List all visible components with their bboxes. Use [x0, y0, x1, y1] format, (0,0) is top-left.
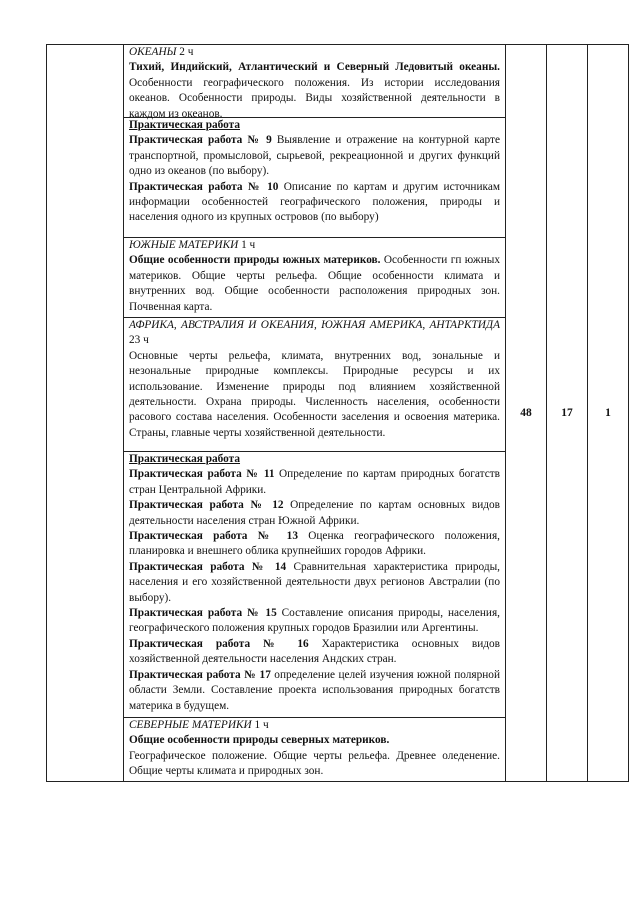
section-hours: 1 ч	[251, 719, 269, 731]
section-hours: 2 ч	[176, 46, 194, 58]
practical-work-text: Оценка географического положения, планировка и внешнего облика крупнейших городов Африки.	[129, 530, 500, 558]
section-lead: Общие особенности природы южных материков.	[129, 254, 381, 267]
practical-work-9	[129, 133, 500, 179]
practical-work-label: Практическая работа № 15	[129, 607, 277, 620]
practical-work-text: Определение по картам основных видов деятельности населения стран Южной Африки.	[129, 499, 500, 527]
content-cell	[124, 45, 506, 782]
practical-work-11	[129, 467, 500, 498]
section-title: АФРИКА, АВСТРАЛИЯ И ОКЕАНИЯ, ЮЖНАЯ АМЕРИКА, АНТАРКТИДА	[129, 319, 500, 331]
section-southern-continents	[124, 238, 505, 318]
section-lead: Тихий, Индийский, Атлантический и Северный Ледовитый океаны.	[129, 61, 500, 74]
practical-work-label: Практическая работа № 16	[129, 637, 309, 650]
table-row	[47, 45, 629, 782]
practical-work-label: Практическая работа № 12	[129, 499, 284, 512]
section-hours: 23 ч	[129, 334, 149, 347]
section-text: Особенности гп южных материков. Общие черты рельефа. Общие особенности климата и внутренних вод. Общие особенности расположения природных зон. Почвенная карта.	[129, 254, 500, 313]
practical-work-label: Практическая работа № 14	[129, 560, 287, 573]
practical-work-label: Практическая работа № 17	[129, 668, 271, 681]
section-hours: 1 ч	[238, 239, 256, 251]
practical-work-text: определение целей изучения южной полярной области Земли. Составление проекта использования природных богатств материка в будущем.	[129, 668, 500, 712]
section-text: Особенности географического положения. Из истории исследования океанов. Особенности природы. Виды хозяйственной деятельности в каждом из океанов.	[129, 76, 500, 120]
practical-work-15	[129, 606, 500, 637]
empty-cell	[47, 45, 124, 782]
section-practical-oceans	[124, 118, 505, 238]
practical-work-12	[129, 498, 500, 529]
practical-work-17	[129, 668, 500, 714]
section-oceans	[124, 45, 505, 118]
hours-total-cell: 48	[506, 45, 547, 782]
practical-work-16	[129, 637, 500, 668]
practical-work-text: Описание по картам и другим источникам информации особенностей географического положения, природы и населения одного из крупных островов (по выбору)	[129, 180, 500, 224]
practical-work-text: Составление описания природы, населения, географического положения крупных городов Бразилии или Аргентины.	[129, 607, 500, 635]
section-title: ЮЖНЫЕ МАТЕРИКИ	[129, 239, 239, 251]
practical-work-14	[129, 560, 500, 606]
practical-work-text: Определение по картам природных богатств стран Центральной Африки.	[129, 468, 500, 496]
practical-work-text: Характеристика основных видов хозяйственной деятельности населения Андских стран.	[129, 637, 500, 666]
practical-heading: Практическая работа	[129, 453, 241, 465]
practical-work-text: Выявление и отражение на контурной карте транспортной, промысловой, сырьевой, рекреационной и других функций одно из океанов (по выбору).	[129, 134, 500, 178]
section-practical-continents	[124, 452, 505, 718]
practical-work-label: Практическая работа № 10	[129, 180, 279, 193]
practical-work-13	[129, 529, 500, 560]
practical-work-text: Сравнительная характеристика природы, населения и его хозяйственной деятельности двух регионов Австралии (по выбору).	[129, 560, 500, 604]
section-continents-detail	[124, 318, 505, 452]
practical-work-label: Практическая работа № 13	[129, 530, 298, 543]
section-text: Основные черты рельефа, климата, внутренних вод, зональные и незональные природные комплексы. Природные ресурсы и их использование. Изменение природы под влиянием хозяйственной деятельности. Охрана природы. Численность населения, особенности расового состава населения. Особенности заселения и освоения материка. Страны, главные черты хозяйственной деятельности.	[129, 349, 500, 439]
section-northern-continents	[124, 718, 505, 781]
hours-theory-cell: 17	[547, 45, 588, 782]
section-text: Географическое положение. Общие черты рельефа. Древнее оледенение. Общие черты климата и природных зон.	[129, 749, 500, 778]
section-lead: Общие особенности природы северных материков.	[129, 734, 390, 747]
section-title: СЕВЕРНЫЕ МАТЕРИКИ	[129, 719, 252, 731]
curriculum-table	[46, 44, 629, 782]
practical-heading: Практическая работа	[129, 119, 241, 131]
practical-work-label: Практическая работа № 9	[129, 134, 272, 147]
section-title: ОКЕАНЫ	[129, 46, 177, 58]
hours-practice-cell: 1	[588, 45, 629, 782]
practical-work-label: Практическая работа № 11	[129, 468, 275, 481]
practical-work-10	[129, 180, 500, 226]
